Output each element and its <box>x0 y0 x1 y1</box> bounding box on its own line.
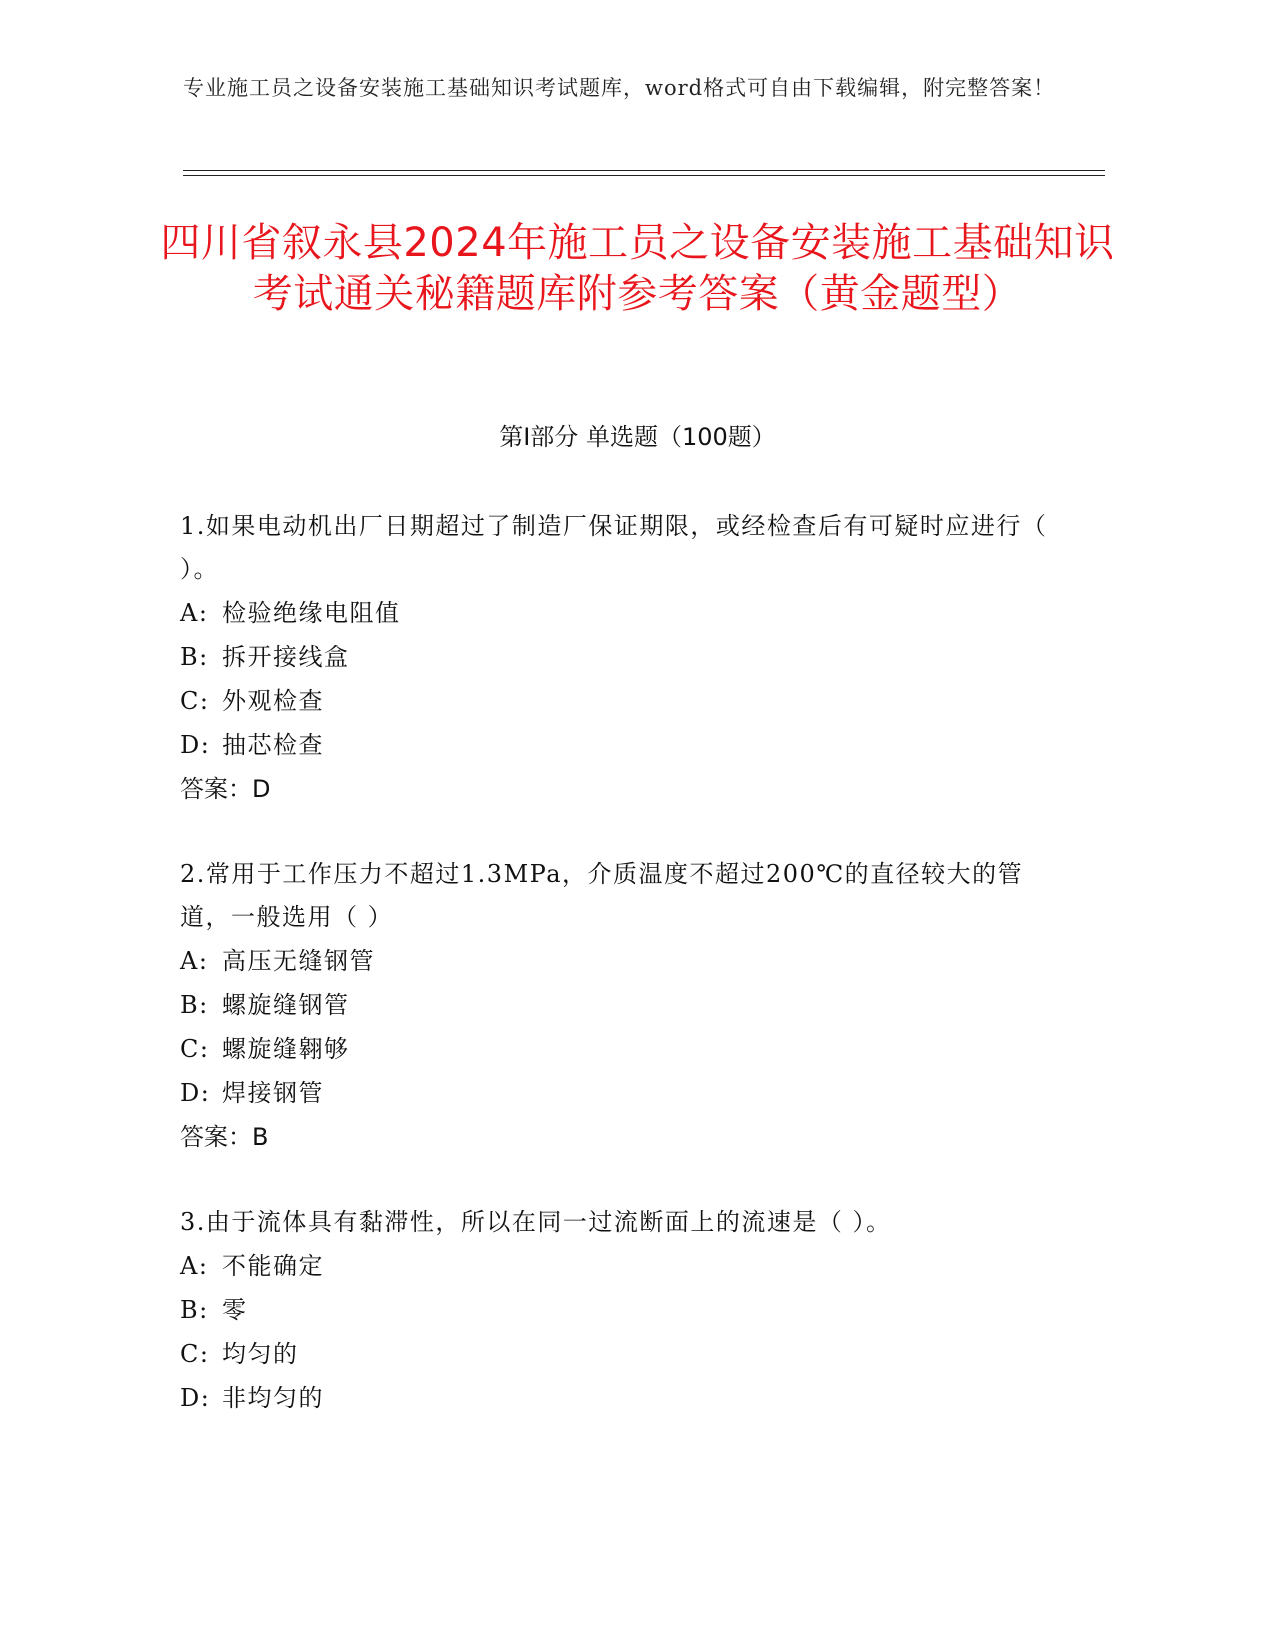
option-d <box>180 723 1050 767</box>
option-letter: C: <box>180 1035 210 1063</box>
answer-label: 答案： <box>180 1123 252 1151</box>
question-item <box>180 1201 1050 1420</box>
option-c <box>180 1332 1050 1376</box>
option-text: 抽芯检查 <box>222 731 324 759</box>
option-a <box>180 1244 1050 1288</box>
section-heading: 第Ⅰ部分 单选题（100题） <box>499 423 776 451</box>
option-letter: C: <box>180 687 210 715</box>
option-text: 高压无缝钢管 <box>222 947 375 975</box>
option-text: 螺旋缝钢管 <box>222 991 350 1019</box>
option-letter: A: <box>180 947 209 975</box>
question-item <box>180 853 1050 1159</box>
option-text: 不能确定 <box>222 1252 324 1280</box>
option-b <box>180 983 1050 1027</box>
option-letter: B: <box>180 991 209 1019</box>
option-letter: D: <box>180 1384 211 1412</box>
option-text: 外观检查 <box>222 687 324 715</box>
option-letter: D: <box>180 1079 211 1107</box>
question-item <box>180 505 1050 811</box>
option-letter: C: <box>180 1340 210 1368</box>
answer-value: D <box>252 775 271 803</box>
question-stem: 3.由于流体具有黏滞性，所以在同一过流断面上的流速是（ ）。 <box>180 1208 892 1236</box>
option-text: 检验绝缘电阻值 <box>222 599 401 627</box>
option-text: 零 <box>222 1296 248 1324</box>
option-b <box>180 1288 1050 1332</box>
question-stem: 1.如果电动机出厂日期超过了制造厂保证期限，或经检查后有可疑时应进行（ ）。 <box>180 512 1048 583</box>
header-note: 专业施工员之设备安装施工基础知识考试题库，word格式可自由下载编辑，附完整答案！ <box>183 76 1056 100</box>
option-text: 均匀的 <box>222 1340 299 1368</box>
option-letter: D: <box>180 731 211 759</box>
option-text: 非均匀的 <box>222 1384 324 1412</box>
header-divider-top <box>183 170 1105 171</box>
document-title: 四川省叙永县2024年施工员之设备安装施工基础知识考试通关秘籍题库附参考答案（黄金题型） <box>160 220 1115 317</box>
question-stem: 2.常用于工作压力不超过1.3MPa，介质温度不超过200℃的直径较大的管道，一般选用（ ） <box>180 860 1024 931</box>
option-letter: B: <box>180 1296 209 1324</box>
option-text: 螺旋缝翱够 <box>222 1035 350 1063</box>
option-b <box>180 635 1050 679</box>
option-letter: A: <box>180 599 209 627</box>
option-d <box>180 1376 1050 1420</box>
option-d <box>180 1071 1050 1115</box>
answer-line <box>180 767 1050 811</box>
header-divider-bottom <box>183 175 1105 176</box>
option-a <box>180 591 1050 635</box>
answer-value: B <box>252 1123 269 1151</box>
option-text: 焊接钢管 <box>222 1079 324 1107</box>
answer-line <box>180 1115 1050 1159</box>
answer-label: 答案： <box>180 775 252 803</box>
option-letter: B: <box>180 643 209 671</box>
option-c <box>180 679 1050 723</box>
option-a <box>180 939 1050 983</box>
option-letter: A: <box>180 1252 209 1280</box>
option-text: 拆开接线盒 <box>222 643 350 671</box>
option-c <box>180 1027 1050 1071</box>
